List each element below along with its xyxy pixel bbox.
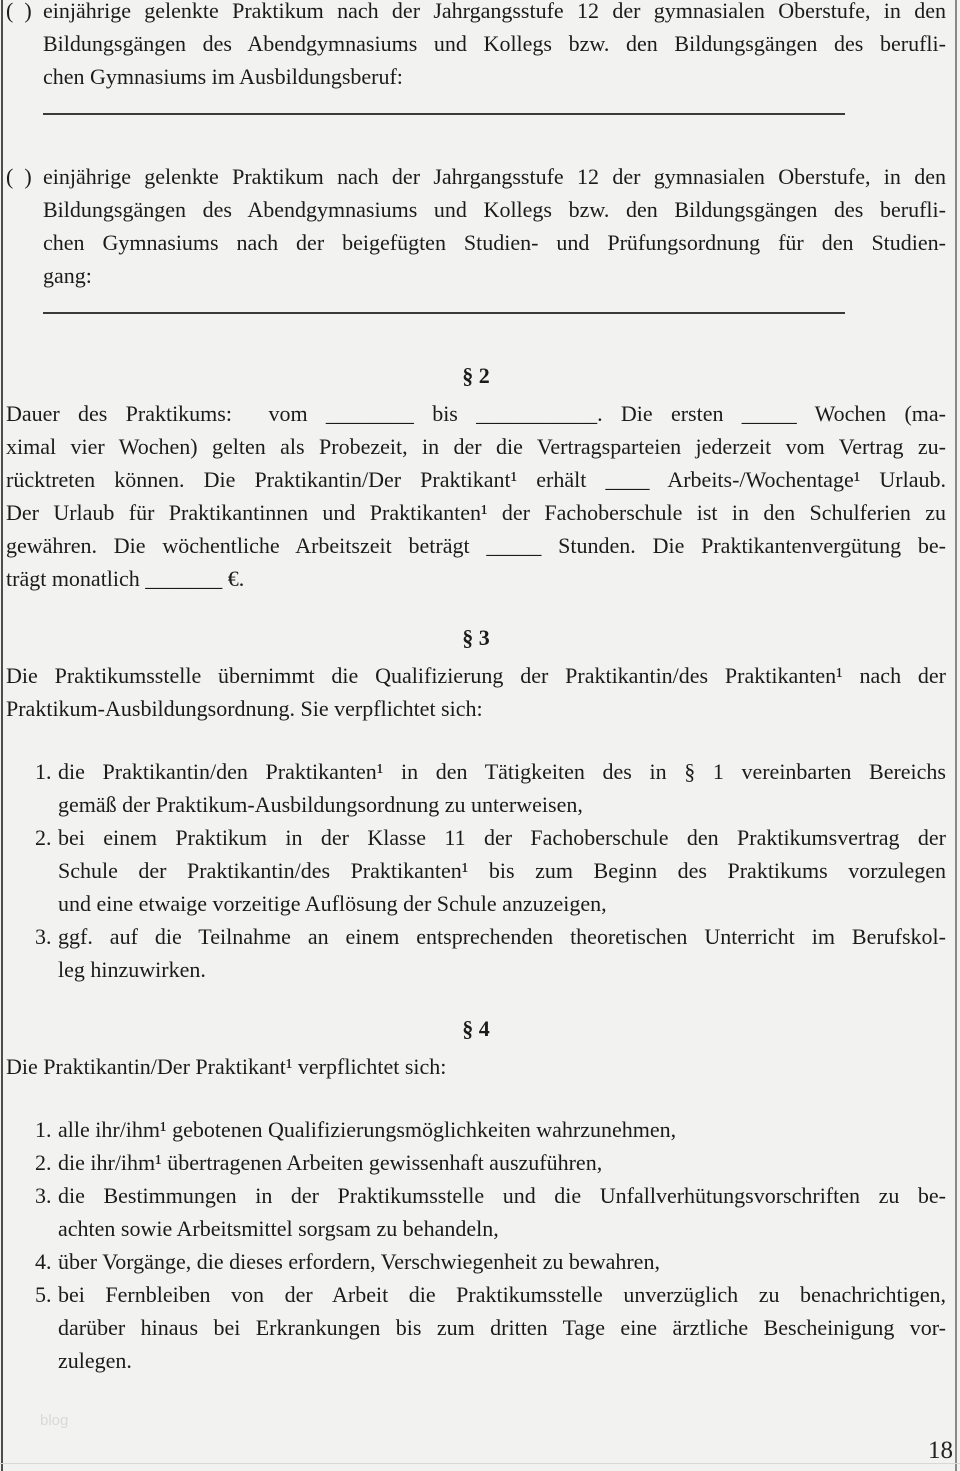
watermark-text: blog — [40, 1412, 69, 1429]
item-number: 3. — [35, 924, 52, 949]
fill-in-line — [43, 95, 845, 115]
list-item — [6, 1278, 946, 1377]
section-heading-block — [6, 359, 946, 392]
paragraph — [6, 1050, 946, 1083]
checkbox-paragraph — [6, 0, 946, 93]
text-line: die Praktikantin/den Praktikanten¹ in den Tätigkeiten des in § 1 vereinbarten Bereichs — [58, 759, 946, 784]
section-heading-block — [6, 621, 946, 654]
item-number: 1. — [35, 1117, 52, 1142]
list-item — [6, 1245, 946, 1278]
text-line: gewähren. Die wöchentliche Arbeitszeit beträgt _____ Stunden. Die Praktikantenvergütung be- — [6, 533, 946, 558]
list-item — [6, 755, 946, 821]
text-line: über Vorgänge, die dieses erfordern, Verschwiegenheit zu bewahren, — [58, 1249, 660, 1274]
text-line: Dauer des Praktikums: vom ________ bis ___________. Die ersten _____ Wochen (ma- — [6, 401, 946, 426]
scan-edge-right — [955, 0, 957, 1471]
text-line: die Bestimmungen in der Praktikumsstelle und die Unfallverhütungsvorschriften zu be- — [58, 1183, 946, 1208]
text-line: die ihr/ihm¹ übertragenen Arbeiten gewissenhaft auszuführen, — [58, 1150, 603, 1175]
text-line: achten sowie Arbeitsmittel sorgsam zu behandeln, — [58, 1216, 499, 1241]
item-number: 3. — [35, 1183, 52, 1208]
text-line: gemäß der Praktikum-Ausbildungsordnung zu unterweisen, — [58, 792, 583, 817]
section-heading: § 3 — [462, 625, 490, 650]
text-line: ximal vier Wochen) gelten als Probezeit, in der die Vertragsparteien jederzeit vom Vertrag zu- — [6, 434, 946, 459]
text-line: rücktreten können. Die Praktikantin/Der Praktikant¹ erhält ____ Arbeits-/Wochentage¹ Urlaub. — [6, 467, 946, 492]
numbered-list — [6, 755, 946, 986]
text-line: Die Praktikantin/Der Praktikant¹ verpflichtet sich: — [6, 1054, 447, 1079]
fill-in-line-block — [6, 95, 946, 115]
text-line: Die Praktikumsstelle übernimmt die Qualifizierung der Praktikantin/des Praktikanten¹ nach der — [6, 663, 946, 688]
paragraph — [6, 659, 946, 725]
text-line: gang: — [43, 263, 92, 288]
list-item — [6, 1179, 946, 1245]
item-number: 2. — [35, 825, 52, 850]
text-line: bei einem Praktikum in der Klasse 11 der Fachoberschule den Praktikumsvertrag der — [58, 825, 946, 850]
text-line: einjährige gelenkte Praktikum nach der Jahrgangsstufe 12 der gymnasialen Oberstufe, in den — [43, 0, 946, 23]
scan-edge-left — [1, 0, 3, 1471]
section-heading: § 2 — [462, 363, 490, 388]
text-line: darüber hinaus bei Erkrankungen bis zum dritten Tage eine ärztliche Bescheinigung vor- — [58, 1315, 946, 1340]
text-line: alle ihr/ihm¹ gebotenen Qualifizierungsmöglichkeiten wahrzunehmen, — [58, 1117, 677, 1142]
list-item — [6, 920, 946, 986]
text-line: zulegen. — [58, 1348, 132, 1373]
section-heading-block — [6, 1012, 946, 1045]
text-line: einjährige gelenkte Praktikum nach der Jahrgangsstufe 12 der gymnasialen Oberstufe, in den — [43, 164, 946, 189]
text-line: Schule der Praktikantin/des Praktikanten¹ bis zum Beginn des Praktikums vorzulegen — [58, 858, 946, 883]
text-line: chen Gymnasiums nach der beigefügten Studien- und Prüfungsordnung für den Studien- — [43, 230, 946, 255]
list-item — [6, 1146, 946, 1179]
text-line: ggf. auf die Teilnahme an einem entsprechenden theoretischen Unterricht im Berufskol- — [58, 924, 946, 949]
checkbox-marker: ( ) — [6, 0, 32, 23]
text-line: Praktikum-Ausbildungsordnung. Sie verpflichtet sich: — [6, 696, 483, 721]
text-line: leg hinzuwirken. — [58, 957, 206, 982]
item-number: 4. — [35, 1249, 52, 1274]
checkbox-paragraph — [6, 160, 946, 292]
text-line: trägt monatlich _______ €. — [6, 566, 245, 591]
item-number: 2. — [35, 1150, 52, 1175]
numbered-list — [6, 1113, 946, 1377]
fill-in-line-block — [6, 294, 946, 314]
scan-edge-bottom — [0, 1463, 960, 1464]
list-item — [6, 1113, 946, 1146]
list-item — [6, 821, 946, 920]
fill-in-line — [43, 294, 845, 314]
page-number: 18 — [928, 1437, 953, 1464]
checkbox-marker: ( ) — [6, 164, 32, 189]
text-line: Der Urlaub für Praktikantinnen und Praktikanten¹ der Fachoberschule ist in den Schulferien zu — [6, 500, 946, 525]
item-number: 5. — [35, 1282, 52, 1307]
document-body — [6, 0, 946, 1377]
paragraph — [6, 397, 946, 595]
text-line: und eine etwaige vorzeitige Auflösung der Schule anzuzeigen, — [58, 891, 607, 916]
text-line: bei Fernbleiben von der Arbeit die Praktikumsstelle unverzüglich zu benachrichtigen, — [58, 1282, 946, 1307]
text-line: Bildungsgängen des Abendgymnasiums und Kollegs bzw. den Bildungsgängen des berufli- — [43, 31, 946, 56]
text-line: Bildungsgängen des Abendgymnasiums und Kollegs bzw. den Bildungsgängen des berufli- — [43, 197, 946, 222]
section-heading: § 4 — [462, 1016, 490, 1041]
text-line: chen Gymnasiums im Ausbildungsberuf: — [43, 64, 403, 89]
item-number: 1. — [35, 759, 52, 784]
